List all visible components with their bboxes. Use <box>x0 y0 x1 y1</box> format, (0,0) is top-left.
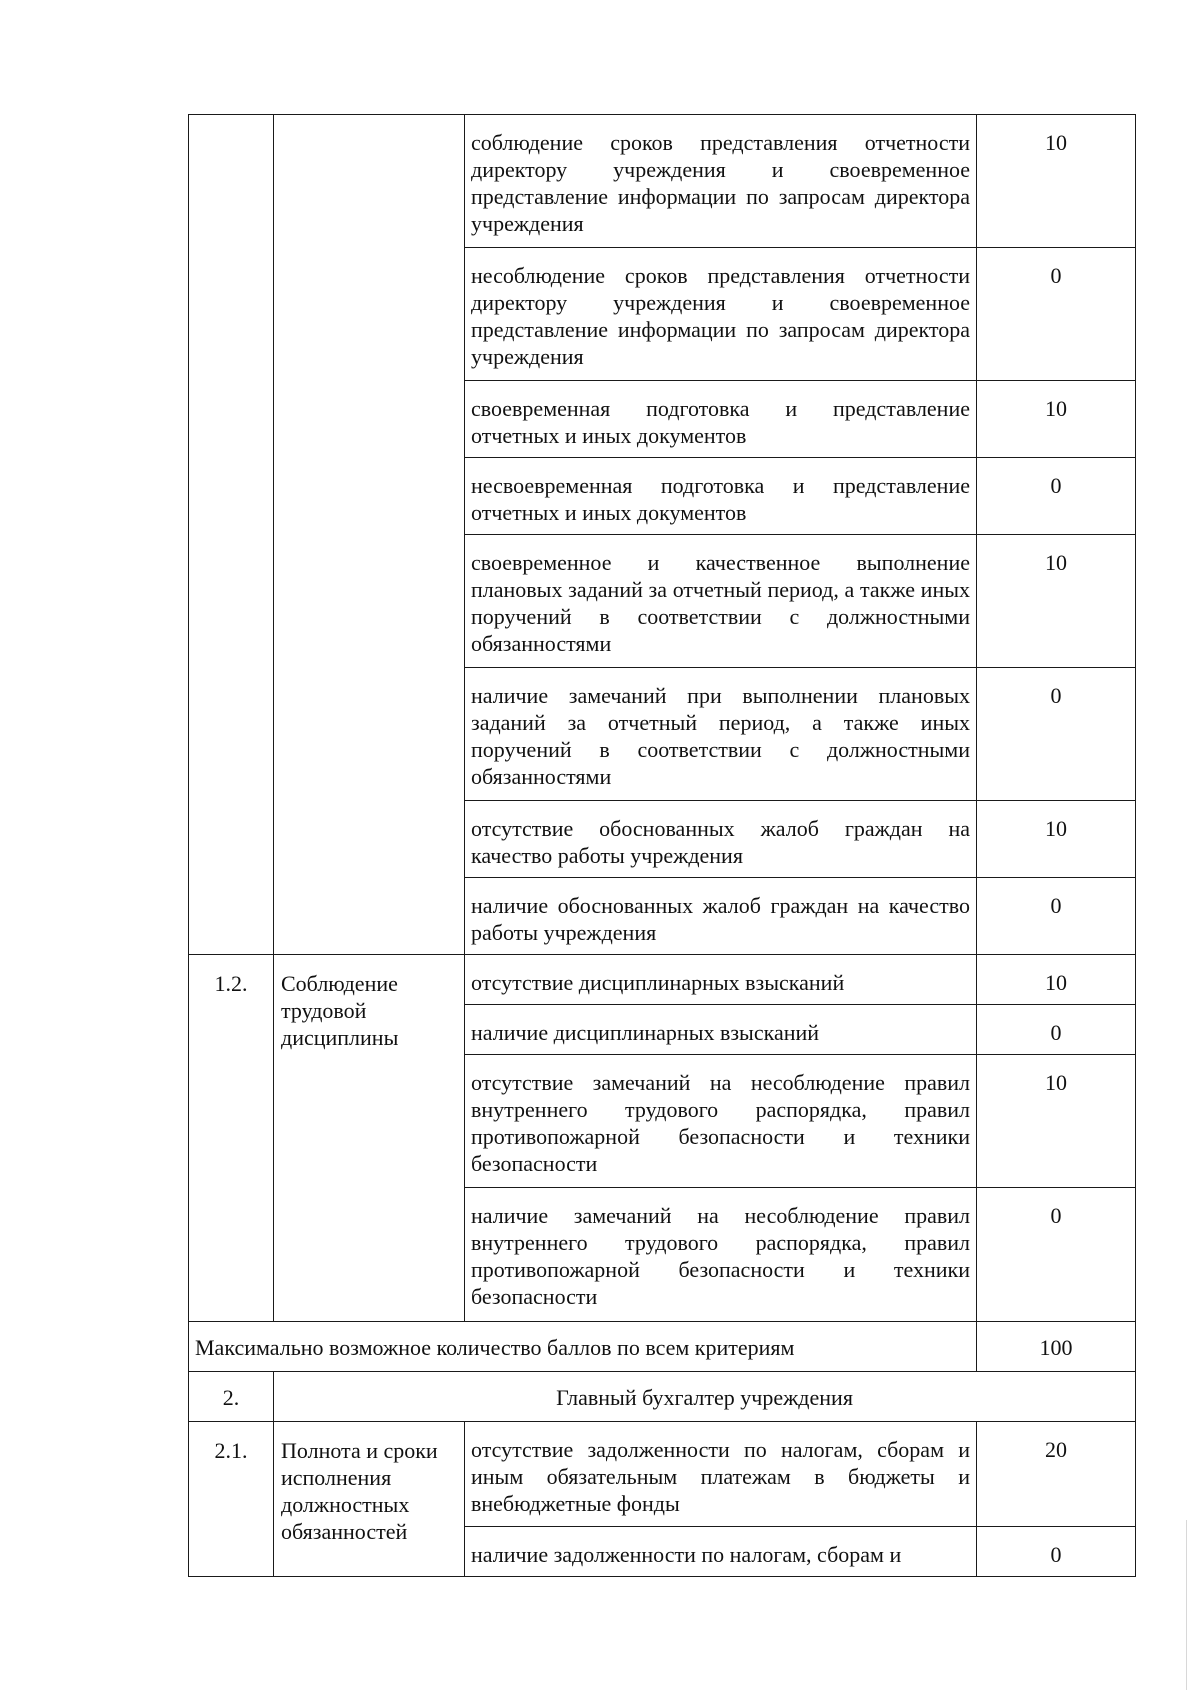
points-cell: 0 <box>977 248 1136 381</box>
criterion-cell: наличие дисциплинарных взысканий <box>465 1005 977 1055</box>
section-number: 2.1. <box>189 1422 274 1577</box>
points-cell: 10 <box>977 381 1136 458</box>
criterion-cell: наличие замечаний при выполнении плановых заданий за отчетный период, а также иных поручений в соответствии с должностными обязанностями <box>465 668 977 801</box>
criterion-cell: соблюдение сроков представления отчетности директору учреждения и своевременное представление информации по запросам директора учреждения <box>465 115 977 248</box>
points-cell: 10 <box>977 115 1136 248</box>
criterion-cell: наличие задолженности по налогам, сборам и <box>465 1527 977 1577</box>
criterion-cell: отсутствие замечаний на несоблюдение правил внутреннего трудового распорядка, правил противопожарной безопасности и техники безопасности <box>465 1055 977 1188</box>
points-cell: 0 <box>977 668 1136 801</box>
points-cell: 10 <box>977 535 1136 668</box>
total-points: 100 <box>977 1322 1136 1372</box>
criterion-cell: наличие обоснованных жалоб граждан на качество работы учреждения <box>465 878 977 955</box>
total-label: Максимально возможное количество баллов по всем критериям <box>189 1322 977 1372</box>
points-cell: 0 <box>977 878 1136 955</box>
criterion-cell: отсутствие дисциплинарных взысканий <box>465 955 977 1005</box>
total-row <box>189 1322 1136 1372</box>
section-title: Главный бухгалтер учреждения <box>274 1372 1136 1422</box>
criterion-cell: наличие замечаний на несоблюдение правил внутреннего трудового распорядка, правил противопожарной безопасности и техники безопасности <box>465 1188 977 1322</box>
criterion-cell: отсутствие задолженности по налогам, сборам и иным обязательным платежам в бюджеты и внебюджетные фонды <box>465 1422 977 1527</box>
table-row <box>189 1422 1136 1527</box>
criteria-table <box>188 114 1136 1577</box>
points-cell: 0 <box>977 1188 1136 1322</box>
name-cell-empty <box>274 115 465 955</box>
criterion-cell: своевременная подготовка и представление отчетных и иных документов <box>465 381 977 458</box>
points-cell: 20 <box>977 1422 1136 1527</box>
criterion-cell: несоблюдение сроков представления отчетности директору учреждения и своевременное представление информации по запросам директора учреждения <box>465 248 977 381</box>
section-number: 2. <box>189 1372 274 1422</box>
table-row <box>189 115 1136 248</box>
points-cell: 10 <box>977 801 1136 878</box>
scan-edge-line <box>1186 1520 1187 1690</box>
criterion-cell: своевременное и качественное выполнение плановых заданий за отчетный период, а также иных поручений в соответствии с должностными обязанностями <box>465 535 977 668</box>
criterion-cell: отсутствие обоснованных жалоб граждан на качество работы учреждения <box>465 801 977 878</box>
points-cell: 0 <box>977 458 1136 535</box>
section-number: 1.2. <box>189 955 274 1322</box>
criterion-cell: несвоевременная подготовка и представление отчетных и иных документов <box>465 458 977 535</box>
points-cell: 0 <box>977 1005 1136 1055</box>
section-name: Полнота и сроки исполнения должностных обязанностей <box>274 1422 465 1577</box>
points-cell: 10 <box>977 1055 1136 1188</box>
table-row <box>189 955 1136 1005</box>
number-cell-empty <box>189 115 274 955</box>
section-header-row <box>189 1372 1136 1422</box>
points-cell: 0 <box>977 1527 1136 1577</box>
points-cell: 10 <box>977 955 1136 1005</box>
section-name: Соблюдение трудовой дисциплины <box>274 955 465 1322</box>
